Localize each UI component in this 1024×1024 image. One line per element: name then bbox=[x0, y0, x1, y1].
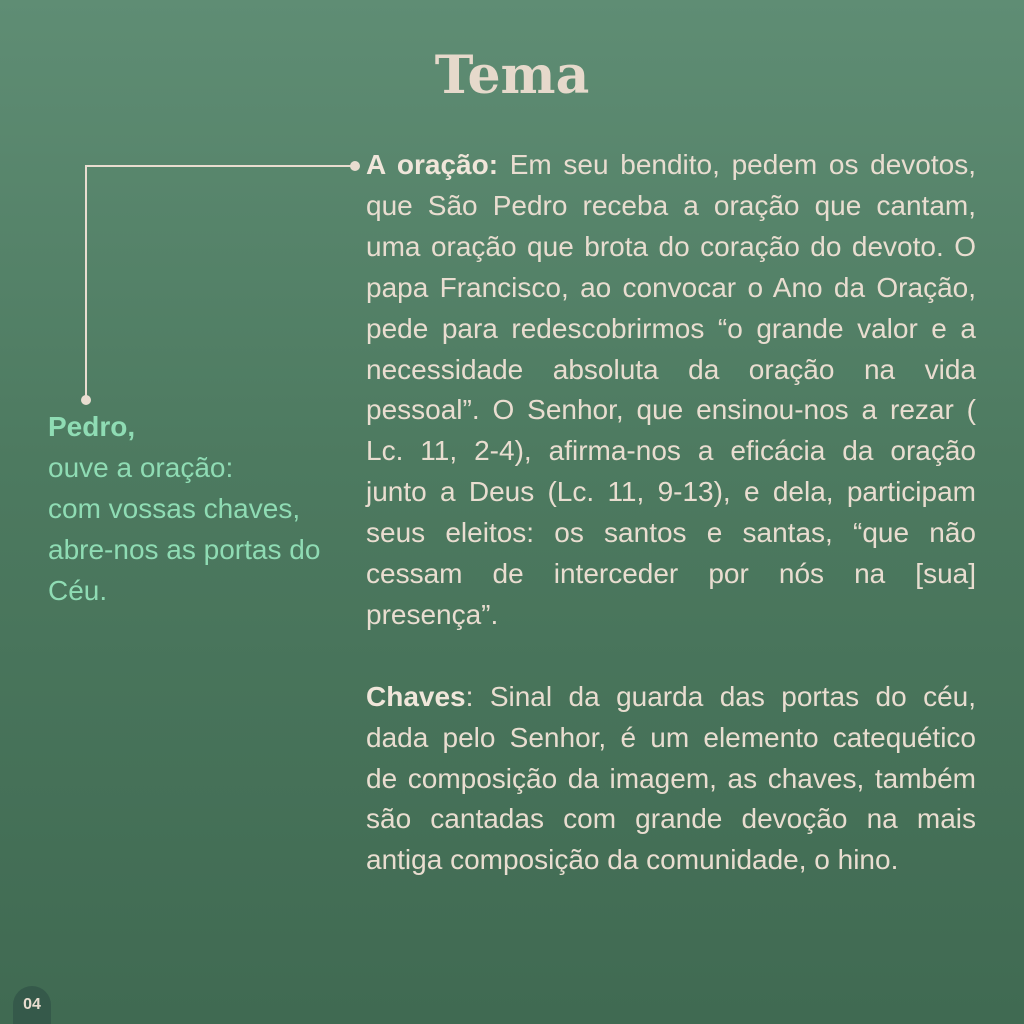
paragraph-oracao-text: Em seu bendito, pedem os devotos, que São Pedro receba a oração que cantam, uma oração que brota do coração do devoto. O papa Francisco, ao convocar o Ano da Oração, pede para redescobrirmos “o grande valor e a necessidade absoluta da oração na vida pessoal”. O Senhor, que ensinou-nos a rezar ( Lc. 11, 2-4), afirma-nos a eficácia da oração junto a Deus (Lc. 11, 9-13), e dela, participam seus eleitos: os santos e santas, “que não cessam de interceder por nós na [sua] presença”. bbox=[366, 149, 977, 630]
quote-line-chaves: com vossas chaves, abre-nos as portas do Céu. bbox=[48, 493, 321, 606]
term-oracao: A oração: bbox=[366, 149, 499, 180]
quote-name: Pedro, bbox=[48, 411, 136, 442]
connector-dot-bottom bbox=[81, 395, 91, 405]
side-quote bbox=[48, 406, 348, 611]
term-chaves: Chaves bbox=[366, 680, 466, 712]
paragraph-chaves bbox=[366, 677, 976, 882]
paragraph-chaves-text: : Sinal da guarda das portas do céu, dada pelo Senhor, é um elemento catequético de composição da imagem, as chaves, também são cantadas com grande devoção na mais antiga composição da comunidade, o hino. bbox=[366, 680, 976, 876]
quote-line-ouve: ouve a oração: bbox=[48, 452, 234, 483]
body-text bbox=[366, 145, 976, 881]
connector-dot-right bbox=[350, 161, 360, 171]
page-number-badge: 04 bbox=[13, 986, 51, 1024]
paragraph-oracao bbox=[366, 145, 976, 636]
page-title: Tema bbox=[434, 45, 590, 106]
